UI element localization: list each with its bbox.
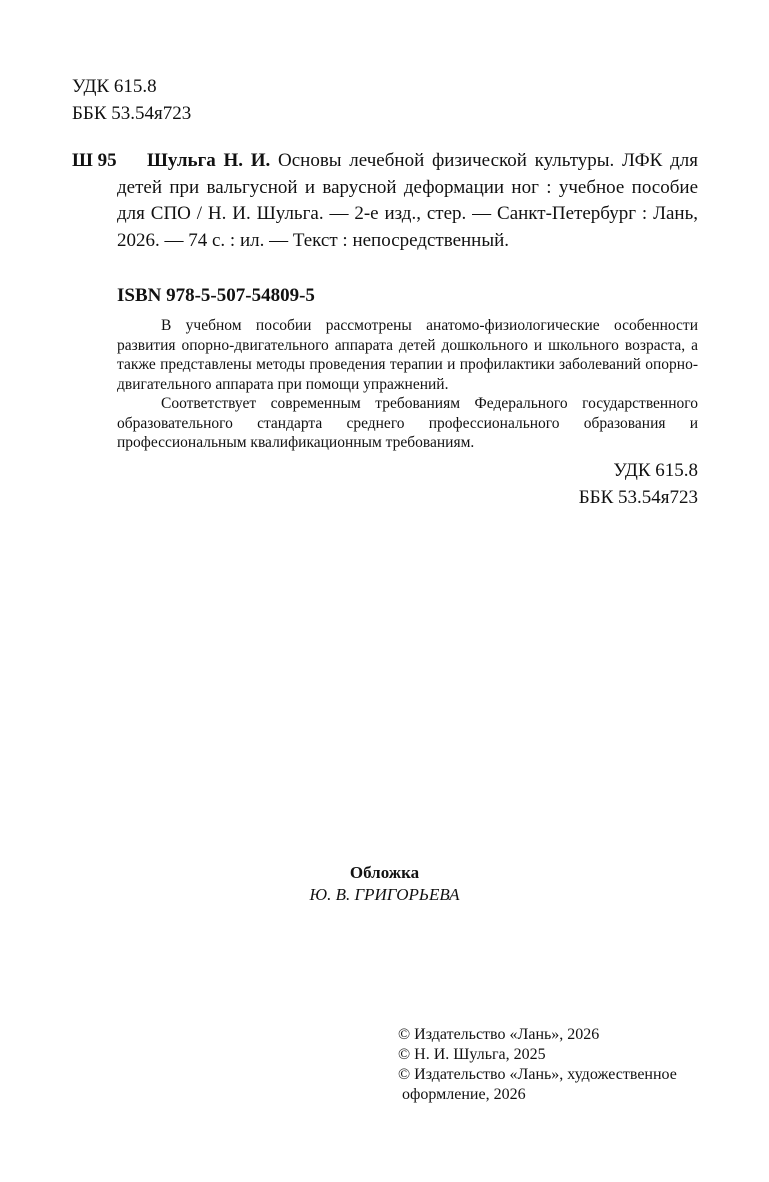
bbk-code: ББК 53.54я723 <box>72 103 192 124</box>
cover-designer: Ю. В. ГРИГОРЬЕВА <box>309 885 460 904</box>
annotation-paragraph: В учебном пособии рассмотрены анатомо-физиологические особенности развития опорно-двигательного аппарата детей дошкольного и школьного возраста, а также представлены методы проведения терапии и профилактики заболеваний опорно-двигательного аппарата при помощи упражнений. <box>117 317 698 393</box>
cover-label: Обложка <box>349 863 420 882</box>
copyright-block <box>398 1025 677 1105</box>
udk-code: УДК 615.8 <box>72 76 157 97</box>
copyright-line: © Издательство «Лань», 2026 <box>398 1026 600 1043</box>
annotation <box>117 316 698 453</box>
author-name: Шульга Н. И. <box>147 150 271 171</box>
entry-description <box>117 148 698 254</box>
entry-text: Основы лечебной физической культуры. ЛФК для детей при вальгусной и варусной деформации ног : учебное пособие для СПО / Н. И. Шульга. — 2-е изд., стер. — Санкт-Петербург : Лань, 2026. — 74 с. : ил. — Текст : непосредственный. <box>117 150 698 251</box>
copyright-line: © Издательство «Лань», художественное <box>398 1066 677 1083</box>
isbn: ISBN 978-5-507-54809-5 <box>117 285 315 306</box>
annotation-paragraph: Соответствует современным требованиям Федерального государственного образовательного стандарта среднего профессионального образования и профессиональным квалификационным требованиям. <box>117 395 698 451</box>
udk-code: УДК 615.8 <box>613 460 698 481</box>
bbk-code: ББК 53.54я723 <box>578 487 698 508</box>
classification-block-top <box>72 73 191 127</box>
copyright-line: © Н. И. Шульга, 2025 <box>398 1046 546 1063</box>
bibliographic-entry <box>72 148 698 254</box>
cover-credit <box>0 862 769 906</box>
copyright-line: оформление, 2026 <box>402 1086 526 1103</box>
classification-block-bottom <box>579 457 698 511</box>
author-mark: Ш 95 <box>72 150 117 171</box>
